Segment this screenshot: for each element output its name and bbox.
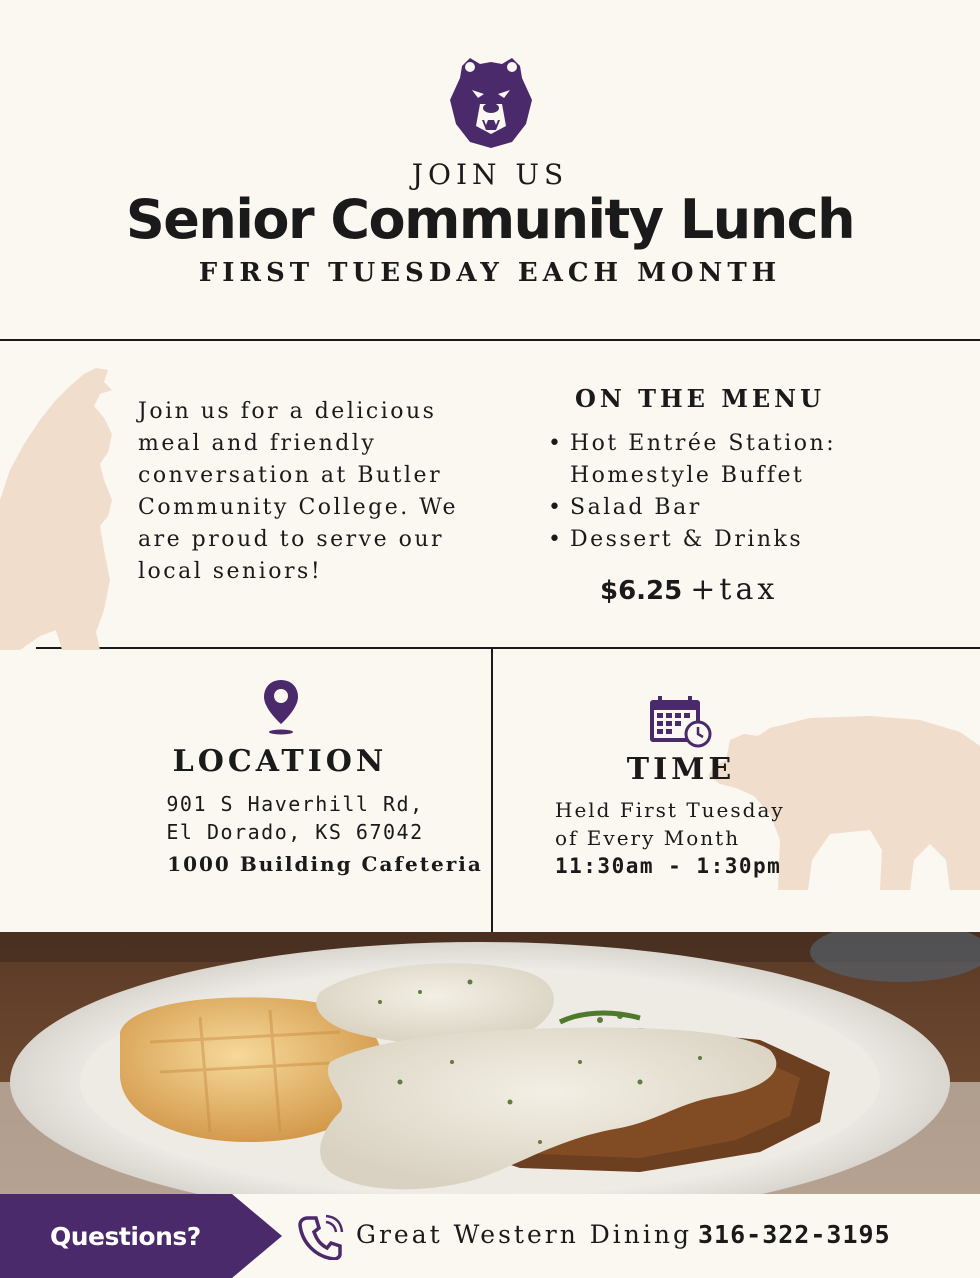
address-line: El Dorado, KS 67042 bbox=[166, 820, 424, 844]
intro-paragraph: Join us for a delicious meal and friendly conversation at Butler Community College. We are proud to serve our local seniors! bbox=[138, 399, 459, 584]
food-photo bbox=[0, 932, 980, 1194]
join-us-kicker: JOIN US bbox=[411, 158, 569, 191]
location-building: 1000 Building Cafeteria bbox=[167, 852, 483, 876]
price-row bbox=[600, 572, 778, 607]
time-description bbox=[555, 796, 855, 852]
menu-list bbox=[548, 428, 968, 556]
time-hours: 11:30am - 1:30pm bbox=[555, 854, 782, 878]
phone-icon bbox=[298, 1214, 344, 1260]
price: $6.25 bbox=[600, 576, 683, 606]
map-pin-icon bbox=[262, 678, 300, 736]
contact-phone[interactable]: 316-322-3195 bbox=[698, 1220, 891, 1249]
address-line: 901 S Haverhill Rd, bbox=[166, 792, 424, 816]
page-subtitle: FIRST TUESDAY EACH MONTH bbox=[198, 258, 782, 288]
menu-item: • Hot Entrée Station: Homestyle Buffet bbox=[548, 428, 870, 492]
time-line: of Every Month bbox=[555, 826, 741, 850]
bear-head-logo-icon bbox=[448, 54, 534, 148]
questions-label: Questions? bbox=[50, 1222, 201, 1251]
menu-title: ON THE MENU bbox=[574, 384, 826, 413]
menu-item: • Salad Bar bbox=[548, 492, 968, 524]
divider-middle bbox=[36, 647, 980, 649]
price-suffix: +tax bbox=[690, 572, 779, 607]
divider-top bbox=[0, 339, 980, 341]
time-line: Held First Tuesday bbox=[555, 798, 785, 822]
time-title: TIME bbox=[626, 752, 736, 787]
location-title: LOCATION bbox=[172, 744, 388, 779]
menu-item: • Dessert & Drinks bbox=[548, 524, 968, 556]
standing-bear-icon bbox=[0, 360, 120, 650]
location-address bbox=[40, 790, 550, 846]
calendar-clock-icon bbox=[648, 694, 712, 748]
page-title: Senior Community Lunch bbox=[125, 188, 855, 251]
contact-name: Great Western Dining bbox=[356, 1220, 692, 1249]
